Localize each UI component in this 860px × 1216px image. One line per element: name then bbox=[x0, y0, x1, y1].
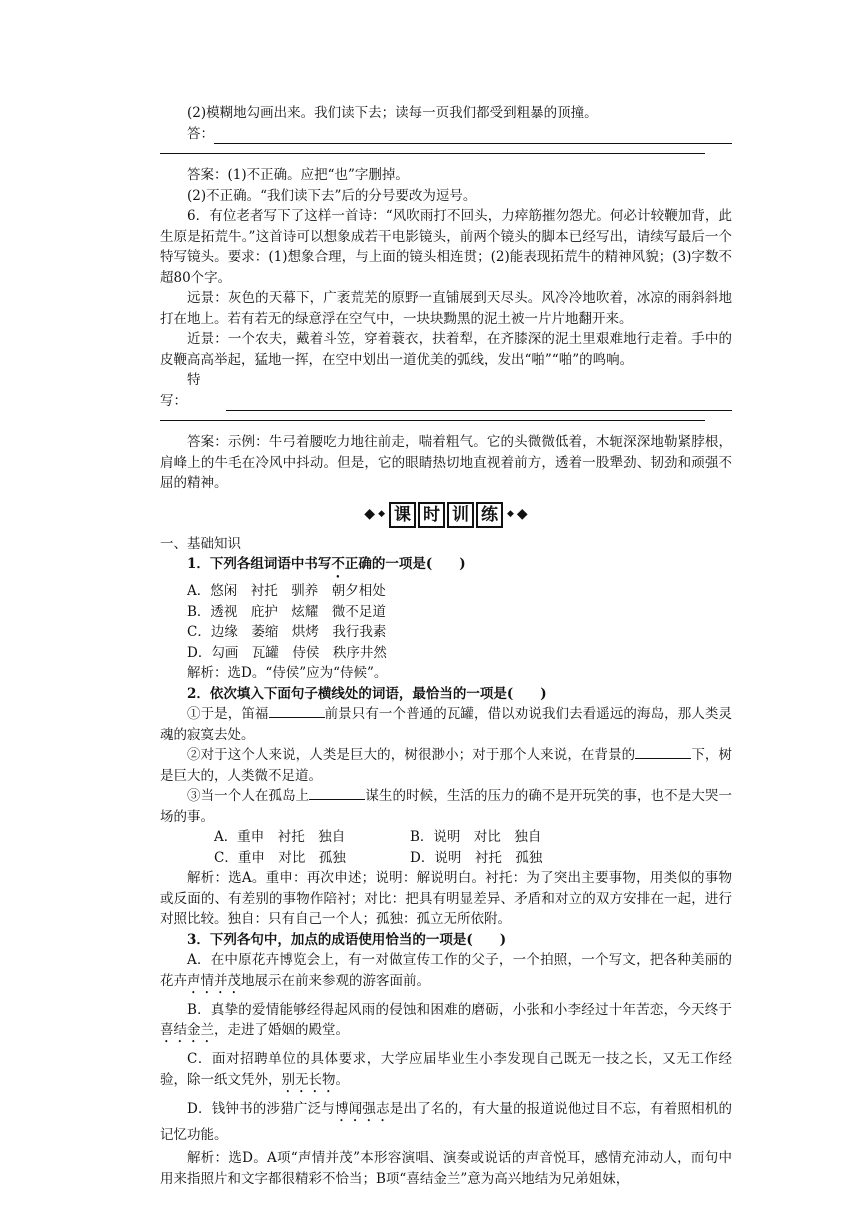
q1-analysis: 解析：选D。“侍侯”应为“侍候”。 bbox=[187, 665, 388, 681]
q3-d-part: 是出了名的，有大量的报道说他过目不忘，有着照相机的记忆功能。 bbox=[160, 1100, 733, 1143]
q2-stem: 2．依次填入下面句子横线处的词语，最恰当的一项是( ) bbox=[187, 685, 547, 702]
q3-a-part: A．在中原花卉博览会上，有一对做宣传工作的父子，一个拍照，一个写文，把各种美丽的花卉 bbox=[160, 952, 732, 989]
q2-sentence-2 bbox=[160, 745, 732, 786]
q3-a-idiom: 声情并茂 bbox=[187, 972, 241, 989]
section-heading: 一、基础知识 bbox=[160, 535, 241, 552]
answer-blank-line bbox=[160, 153, 705, 154]
q5-item-2: (2)模糊地勾画出来。我们读下去；读每一页我们都受到粗暴的顶撞。 bbox=[187, 105, 598, 121]
q1-stem bbox=[160, 554, 732, 581]
q2-blank-1 bbox=[269, 705, 325, 718]
diamond-icon: ◆ bbox=[516, 506, 528, 523]
q3-b-idiom: 喜结金兰 bbox=[160, 1022, 214, 1038]
q3-option-a bbox=[160, 950, 732, 997]
q2-s1-part: ①于是，笛福 bbox=[187, 706, 269, 722]
closeup-blank-line bbox=[160, 420, 705, 421]
q2-s3-part: 谋生的时候，生活的压力的确不是开玩笑的事，也不是大哭一场的事。 bbox=[160, 788, 732, 825]
q2-option-c: C．重申 对比 孤独 bbox=[214, 849, 346, 866]
q6-near-shot: 近景：一个农夫，戴着斗笠，穿着蓑衣，扶着犁，在齐膝深的泥土里艰难地行走着。手中的皮鞭高高举起，猛地一挥，在空中划出一道优美的弧线，发出“啪”“啪”的鸣响。 bbox=[160, 331, 732, 368]
q3-option-d bbox=[160, 1099, 732, 1146]
answer-label: 答： bbox=[187, 125, 214, 142]
q3-option-c bbox=[160, 1049, 732, 1096]
q3-d-idiom: 博闻强志 bbox=[335, 1100, 390, 1117]
q3-c-part: 。 bbox=[335, 1071, 349, 1088]
q2-sentence-3 bbox=[160, 786, 732, 827]
q1-stem-part: 正确的一项是( ) bbox=[344, 556, 466, 572]
q5-key-2: (2)不正确。“我们读下去”后的分号要改为逗号。 bbox=[187, 187, 477, 204]
q3-c-idiom: 别无长物 bbox=[281, 1071, 336, 1088]
q3-stem: 3．下列各句中，加点的成语使用恰当的一项是( ) bbox=[187, 931, 507, 948]
q3-c-part: C．面对招聘单位的具体要求，大学应届毕业生小李发现自己既无一技之长，又无工作经验，除一纸文凭外， bbox=[160, 1051, 732, 1088]
q2-option-d: D．说明 衬托 孤独 bbox=[410, 849, 543, 866]
small-diamond-icon: ◆ bbox=[507, 509, 514, 520]
banner-char-3: 训 bbox=[447, 502, 474, 528]
q1-option-a: A．悠闲 衬托 驯养 朝夕相处 bbox=[187, 583, 386, 599]
closeup-blank bbox=[226, 398, 732, 411]
q3-option-b bbox=[160, 1000, 732, 1047]
q6-stem: 6．有位老者写下了这样一首诗：“风吹雨打不回头，力瘁筋摧勿怨尤。何必计较鞭加背，此生原是拓荒牛。”这首诗可以想象成若干电影镜头，前两个镜头的脚本已经写出，请续写最后一个特写镜头。要求：(1)想象合理，与上面的镜头相连贯；(2)能表现拓荒牛的精神风貌；(3)字数不超80个字。 bbox=[160, 208, 732, 286]
q2-analysis: 解析：选A。重申：再次申述；说明：解说明白。衬托：为了突出主要事物，用类似的事物或反面的、有差别的事物作陪衬；对比：把具有明显差异、矛盾和对立的双方安排在一起，进行对照比较。独自：只有自己一个人；孤独：孤立无所依附。 bbox=[160, 870, 732, 927]
banner-char-1: 课 bbox=[389, 502, 416, 528]
q1-option-c: C．边缘 萎缩 烘烤 我行我素 bbox=[187, 624, 387, 640]
q2-s3-part: ③当一个人在孤岛上 bbox=[187, 788, 310, 804]
q3-b-part: B．真挚的爱情能够经得起风雨的侵蚀和困难的磨砺，小张和小李经过十年苦恋，今天终于 bbox=[187, 1001, 732, 1018]
q2-sentence-1 bbox=[160, 704, 732, 745]
q3-a-part: 地展示在前来参观的游客面前。 bbox=[241, 972, 430, 989]
banner-char-4: 练 bbox=[476, 502, 503, 528]
answer-blank bbox=[214, 131, 732, 144]
q3-d-part: D．钱钟书的涉猎广泛与 bbox=[187, 1100, 335, 1117]
q1-stem-part: 1．下列各组词语中书写 bbox=[187, 556, 332, 572]
q2-s1-part: 前景只有一个普通的瓦罐，借以劝说我们去看遥远的海岛，那人类灵魂的寂寞去处。 bbox=[160, 706, 732, 743]
q2-s2-part: ②对于这个人来说，人类是巨大的，树很渺小；对于那个人来说，在背景的 bbox=[187, 747, 636, 763]
closeup-label: 特写： bbox=[160, 372, 201, 409]
q5-key-1: 答案：(1)不正确。应把“也”字删掉。 bbox=[187, 167, 409, 183]
q2-s2-part: 下，树是巨大的，人类微不足道。 bbox=[160, 747, 733, 784]
q6-answer: 答案：示例：牛弓着腰吃力地往前走，喘着粗气。它的头微微低着，木轭深深地勒紧脖根，肩峰上的牛毛在冷风中抖动。但是，它的眼睛热切地直视着前方，透着一股犟劲、韧劲和顽强不屈的精神。 bbox=[160, 434, 732, 491]
q2-options bbox=[160, 827, 732, 868]
document-page bbox=[160, 103, 732, 1189]
diamond-icon: ◆ bbox=[364, 506, 376, 523]
q3-analysis: 解析：选D。A项“声情并茂”本形容演唱、演奏或说话的声音悦耳，感情充沛动人，而句中用来指照片和文字都很精彩不恰当；B项“喜结金兰”意为高兴地结为兄弟姐妹， bbox=[160, 1150, 732, 1187]
q2-option-b: B．说明 对比 独自 bbox=[410, 829, 542, 845]
q6-closeup-line bbox=[160, 370, 732, 411]
q2-option-a: A．重申 衬托 独自 bbox=[214, 829, 346, 845]
section-banner bbox=[160, 500, 732, 530]
q3-b-part: ，走进了婚姻的殿堂。 bbox=[214, 1022, 349, 1038]
banner-char-2: 时 bbox=[418, 502, 445, 528]
q1-stem-dotted: 不 bbox=[331, 556, 345, 572]
q2-blank-2 bbox=[635, 746, 691, 759]
q2-blank-3 bbox=[309, 787, 365, 800]
q1-option-d: D．勾画 瓦罐 侍侯 秩序井然 bbox=[187, 644, 387, 661]
q5-answer-line bbox=[160, 124, 732, 145]
q6-far-shot: 远景：灰色的天幕下，广袤荒芜的原野一直铺展到天尽头。风冷冷地吹着，冰凉的雨斜斜地打在地上。若有若无的绿意浮在空气中，一块块黝黑的泥土被一片片地翻开来。 bbox=[160, 290, 732, 327]
small-diamond-icon: ◆ bbox=[378, 509, 385, 520]
q1-option-b: B．透视 庇护 炫耀 微不足道 bbox=[187, 603, 386, 620]
